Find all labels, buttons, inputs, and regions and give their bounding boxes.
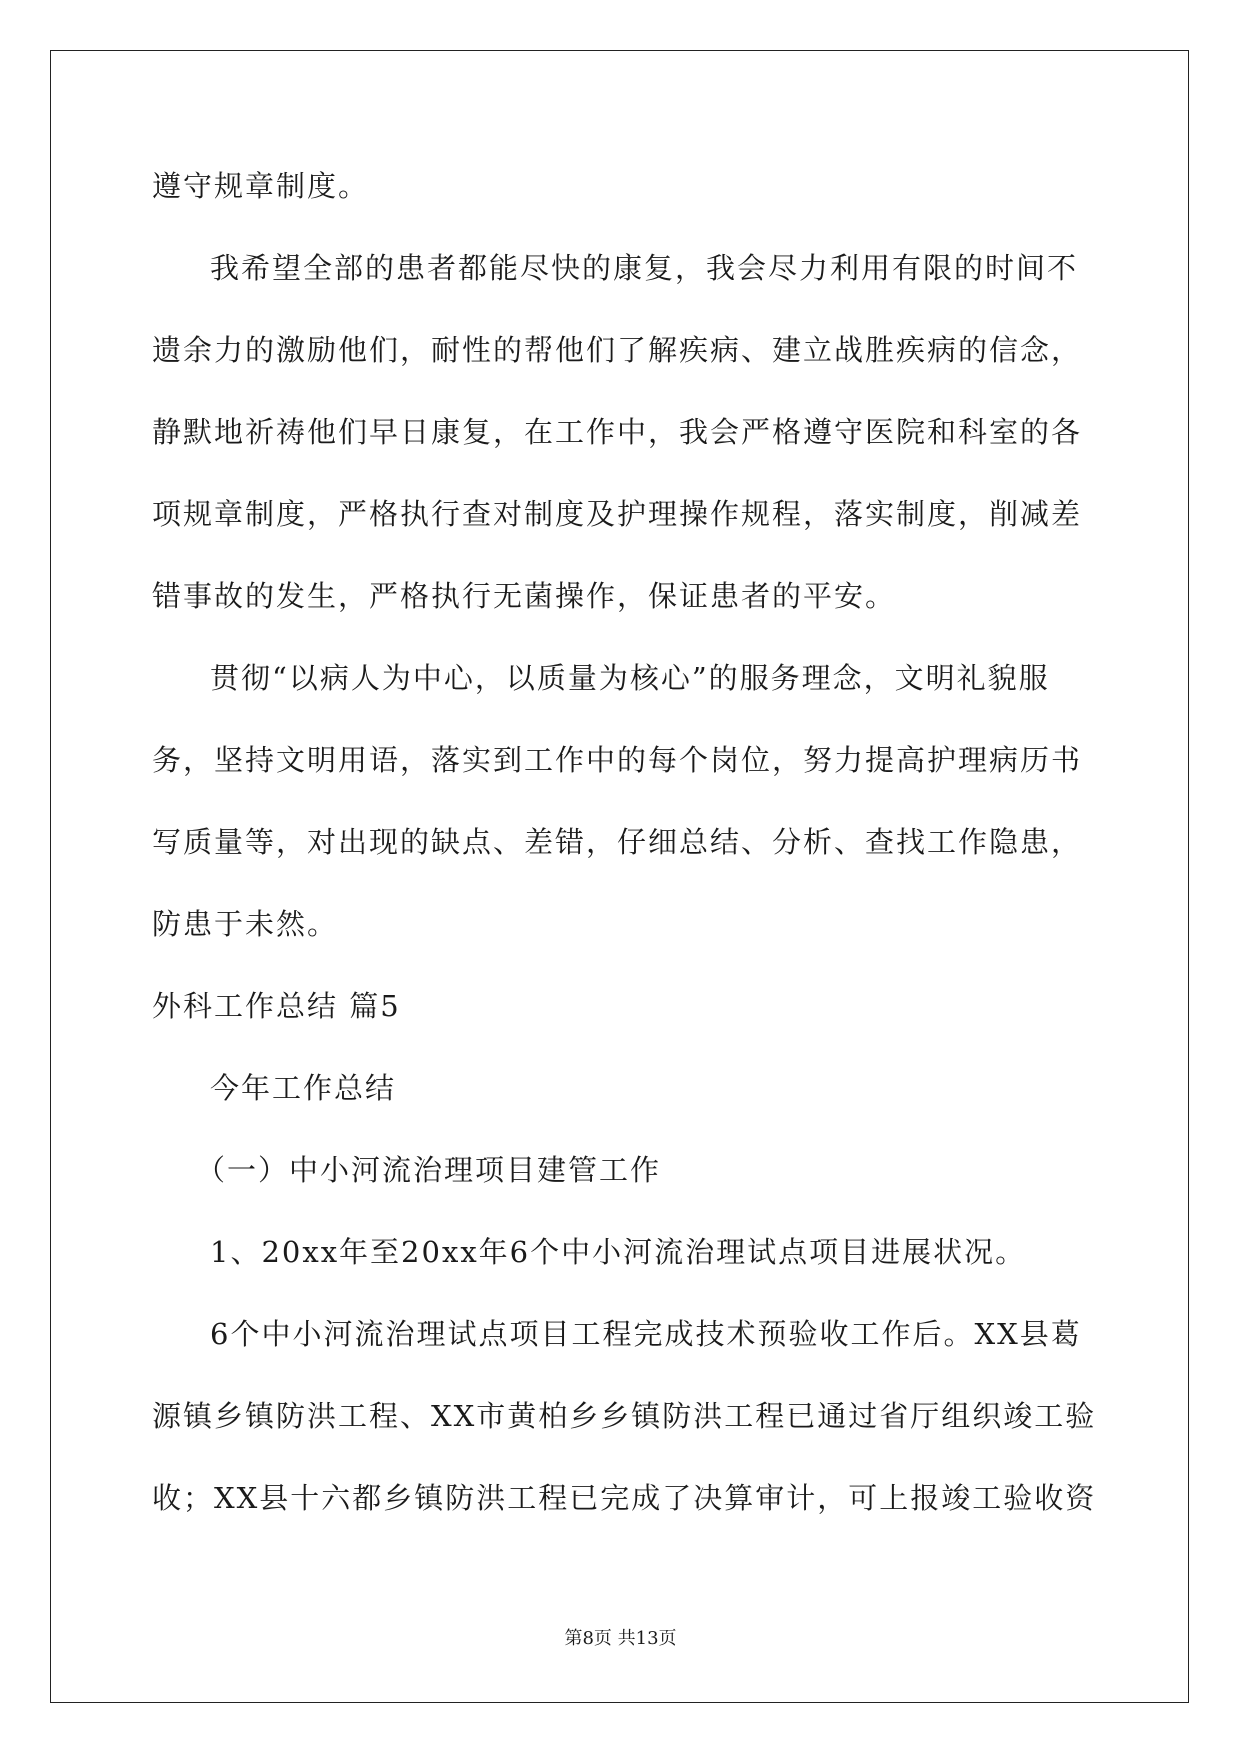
- section-heading: 外科工作总结 篇5: [152, 989, 401, 1023]
- page-footer: 第8页 共13页: [564, 1628, 677, 1649]
- text-line: 项规章制度，严格执行查对制度及护理操作规程，落实制度，削减差: [152, 497, 1083, 531]
- text-line: 遵守规章制度。: [152, 169, 370, 203]
- text-line: 贯彻“以病人为中心，以质量为核心”的服务理念，文明礼貌服: [210, 661, 1050, 695]
- page-frame: [50, 50, 1189, 1703]
- text-line: 写质量等，对出现的缺点、差错，仔细总结、分析、查找工作隐患，: [152, 825, 1083, 859]
- text-line: 遗余力的激励他们，耐性的帮他们了解疾病、建立战胜疾病的信念，: [152, 333, 1083, 367]
- text-line: 错事故的发生，严格执行无菌操作，保证患者的平安。: [152, 579, 897, 613]
- text-line: 静默地祈祷他们早日康复，在工作中，我会严格遵守医院和科室的各: [152, 415, 1083, 449]
- text-line: 6个中小河流治理试点项目工程完成技术预验收工作后。XX县葛: [210, 1317, 1082, 1351]
- text-line: 防患于未然。: [152, 907, 339, 941]
- text-line: 我希望全部的患者都能尽快的康复，我会尽力利用有限的时间不: [210, 251, 1079, 285]
- text-line: 源镇乡镇防洪工程、XX市黄柏乡乡镇防洪工程已通过省厅组织竣工验: [152, 1399, 1097, 1433]
- text-line: 1、20xx年至20xx年6个中小河流治理试点项目进展状况。: [210, 1235, 1027, 1269]
- text-line: 收；XX县十六都乡镇防洪工程已完成了决算审计，可上报竣工验收资: [152, 1481, 1097, 1515]
- subsection-heading: （一）中小河流治理项目建管工作: [196, 1153, 662, 1187]
- text-line: 务，坚持文明用语，落实到工作中的每个岗位，努力提高护理病历书: [152, 743, 1083, 777]
- subsection-heading: 今年工作总结: [210, 1071, 397, 1105]
